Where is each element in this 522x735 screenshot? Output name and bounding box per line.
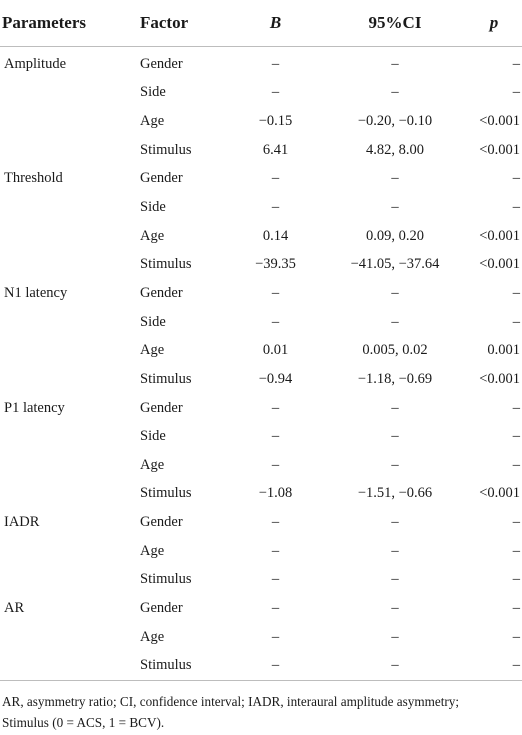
cell-b: –	[271, 55, 280, 72]
cell-p: <0.001	[479, 113, 520, 130]
cell-ci: –	[391, 284, 399, 301]
table-footnote	[0, 680, 522, 733]
table-row	[0, 365, 522, 394]
cell-parameter	[0, 79, 135, 108]
cell-parameter	[0, 623, 135, 652]
footnote-line-2: Stimulus (0 = ACS, 1 = BCV).	[2, 715, 165, 730]
table-row	[0, 47, 522, 79]
cell-factor: Side	[140, 199, 166, 216]
cell-b: –	[271, 628, 280, 645]
cell-p: –	[512, 456, 520, 473]
table-row	[0, 165, 522, 194]
cell-ci: –	[391, 514, 399, 531]
cell-ci: −1.18, −0.69	[357, 370, 433, 387]
cell-p: <0.001	[479, 256, 520, 273]
table-row	[0, 193, 522, 222]
header-ci: 95%CI	[324, 0, 466, 47]
cell-p: –	[512, 170, 520, 187]
cell-ci: –	[391, 428, 399, 445]
cell-p: –	[512, 514, 520, 531]
cell-factor: Stimulus	[140, 571, 192, 588]
cell-parameter	[0, 336, 135, 365]
table-row	[0, 250, 522, 279]
cell-parameter: Threshold	[4, 170, 63, 187]
cell-b: –	[271, 284, 280, 301]
cell-b: 6.41	[262, 141, 289, 158]
cell-ci: −1.51, −0.66	[357, 485, 433, 502]
cell-factor: Age	[140, 342, 165, 359]
cell-ci: –	[391, 456, 399, 473]
cell-parameter	[0, 537, 135, 566]
cell-factor: Side	[140, 84, 166, 101]
table-row	[0, 623, 522, 652]
table-row	[0, 336, 522, 365]
table-row	[0, 136, 522, 165]
cell-ci: –	[391, 55, 399, 72]
table-row	[0, 394, 522, 423]
cell-b: –	[271, 514, 280, 531]
cell-ci: –	[391, 542, 399, 559]
cell-b: −0.15	[258, 113, 293, 130]
cell-ci: –	[391, 84, 399, 101]
header-row	[0, 0, 522, 47]
cell-p: –	[512, 399, 520, 416]
cell-p: –	[512, 628, 520, 645]
cell-b: –	[271, 657, 280, 674]
cell-factor: Gender	[140, 170, 183, 187]
cell-p: –	[512, 599, 520, 616]
table-row	[0, 308, 522, 337]
table-body	[0, 47, 522, 681]
cell-ci: –	[391, 657, 399, 674]
cell-p: –	[512, 657, 520, 674]
cell-factor: Stimulus	[140, 256, 192, 273]
cell-parameter	[0, 193, 135, 222]
table-row	[0, 537, 522, 566]
cell-b: 0.14	[262, 227, 289, 244]
cell-parameter	[0, 136, 135, 165]
cell-ci: 0.09, 0.20	[366, 227, 424, 244]
cell-parameter: AR	[4, 599, 25, 616]
cell-b: –	[271, 428, 280, 445]
cell-ci: –	[391, 170, 399, 187]
table-row	[0, 279, 522, 308]
cell-p: –	[512, 428, 520, 445]
cell-b: –	[271, 399, 280, 416]
cell-b: –	[271, 199, 280, 216]
table-row	[0, 566, 522, 595]
cell-parameter	[0, 451, 135, 480]
cell-parameter	[0, 365, 135, 394]
cell-ci: –	[391, 571, 399, 588]
cell-factor: Stimulus	[140, 370, 192, 387]
cell-b: –	[271, 456, 280, 473]
cell-p: –	[512, 542, 520, 559]
cell-ci: 4.82, 8.00	[366, 141, 424, 158]
cell-factor: Stimulus	[140, 141, 192, 158]
cell-ci: –	[391, 599, 399, 616]
cell-p: –	[512, 84, 520, 101]
cell-parameter	[0, 422, 135, 451]
cell-parameter	[0, 308, 135, 337]
cell-b: –	[271, 542, 280, 559]
cell-factor: Age	[140, 456, 165, 473]
cell-factor: Age	[140, 542, 165, 559]
cell-p: <0.001	[479, 485, 520, 502]
cell-b: –	[271, 571, 280, 588]
table-row	[0, 451, 522, 480]
cell-factor: Gender	[140, 514, 183, 531]
cell-factor: Age	[140, 628, 165, 645]
table-row	[0, 79, 522, 108]
header-p: p	[466, 0, 522, 47]
cell-ci: –	[391, 199, 399, 216]
cell-parameter	[0, 651, 135, 680]
table-row	[0, 480, 522, 509]
cell-parameter: Amplitude	[4, 55, 67, 72]
cell-factor: Side	[140, 313, 166, 330]
cell-parameter	[0, 566, 135, 595]
cell-ci: –	[391, 313, 399, 330]
cell-b: −0.94	[258, 370, 293, 387]
cell-p: –	[512, 571, 520, 588]
cell-p: 0.001	[487, 342, 520, 359]
header-b: B	[227, 0, 324, 47]
cell-b: 0.01	[262, 342, 289, 359]
cell-b: –	[271, 313, 280, 330]
cell-p: –	[512, 313, 520, 330]
table-row	[0, 422, 522, 451]
cell-factor: Gender	[140, 599, 183, 616]
header-parameters: Parameters	[0, 0, 135, 47]
cell-p: –	[512, 199, 520, 216]
cell-factor: Gender	[140, 55, 183, 72]
table-row	[0, 222, 522, 251]
table-row	[0, 508, 522, 537]
cell-b: −1.08	[258, 485, 293, 502]
cell-ci: −0.20, −0.10	[357, 113, 433, 130]
cell-p: –	[512, 284, 520, 301]
table-row	[0, 651, 522, 680]
cell-factor: Stimulus	[140, 485, 192, 502]
cell-parameter: P1 latency	[4, 399, 65, 416]
cell-p: –	[512, 55, 520, 72]
cell-ci: −41.05, −37.64	[350, 256, 440, 273]
cell-p: <0.001	[479, 141, 520, 158]
table-row	[0, 107, 522, 136]
cell-factor: Age	[140, 227, 165, 244]
cell-p: <0.001	[479, 227, 520, 244]
cell-ci: –	[391, 628, 399, 645]
cell-p: <0.001	[479, 370, 520, 387]
cell-b: –	[271, 84, 280, 101]
cell-parameter: IADR	[4, 514, 40, 531]
cell-parameter	[0, 222, 135, 251]
cell-factor: Gender	[140, 284, 183, 301]
cell-b: −39.35	[255, 256, 296, 273]
cell-b: –	[271, 599, 280, 616]
cell-parameter	[0, 480, 135, 509]
cell-factor: Age	[140, 113, 165, 130]
cell-ci: 0.005, 0.02	[362, 342, 428, 359]
header-factor: Factor	[135, 0, 227, 47]
cell-b: –	[271, 170, 280, 187]
footnote-line-1: AR, asymmetry ratio; CI, confidence interval; IADR, interaural amplitude asymmetry;	[2, 694, 460, 709]
cell-parameter: N1 latency	[4, 284, 68, 301]
cell-parameter	[0, 250, 135, 279]
cell-ci: –	[391, 399, 399, 416]
cell-factor: Gender	[140, 399, 183, 416]
cell-factor: Side	[140, 428, 166, 445]
table-header	[0, 0, 522, 47]
cell-factor: Stimulus	[140, 657, 192, 674]
cell-parameter	[0, 107, 135, 136]
table-row	[0, 594, 522, 623]
